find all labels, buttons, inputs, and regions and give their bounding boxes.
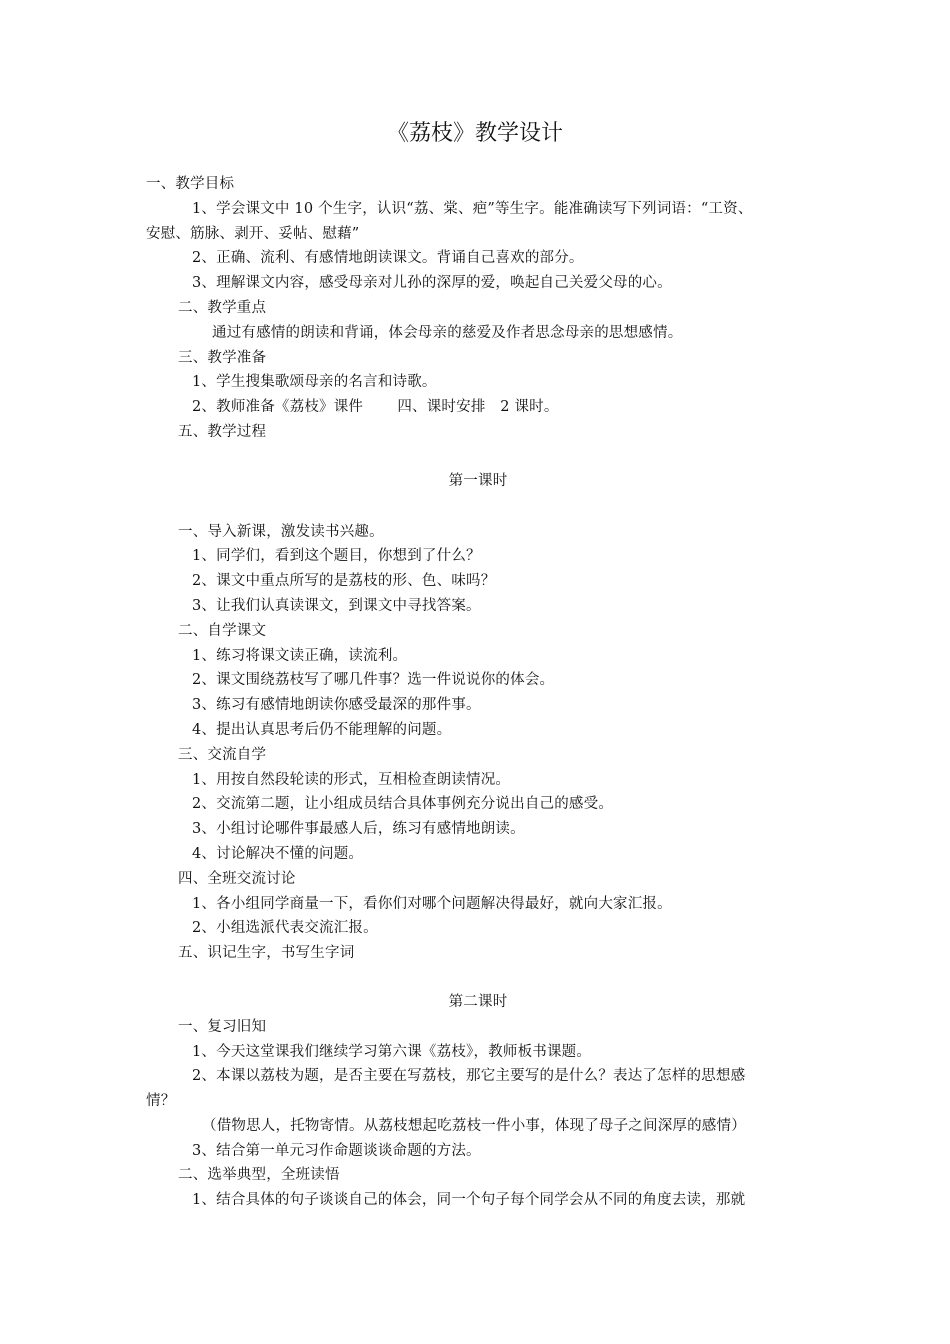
section-heading: 二、选举典型，全班读悟 (178, 1167, 340, 1184)
list-item: 2、课文围绕荔枝写了哪几件事？选一件说说你的体会。 (192, 672, 555, 689)
document-body (146, 172, 810, 1213)
note-text: （借物思人，托物寄情。从荔枝想起吃荔枝一件小事，体现了母子之间深厚的感情） (202, 1117, 746, 1134)
document-title: 《荔枝》教学设计 (386, 121, 563, 146)
list-item: 1、今天这堂课我们继续学习第六课《荔枝》，教师板书课题。 (192, 1043, 592, 1060)
list-item: 2、本课以荔枝为题，是否主要在写荔枝，那它主要写的是什么？表达了怎样的思想感 (192, 1068, 746, 1085)
list-item: 3、小组讨论哪件事最感人后，练习有感情地朗读。 (192, 821, 525, 838)
list-item: 2、课文中重点所写的是荔枝的形、色、味吗？ (192, 573, 496, 590)
list-item: 1、学生搜集歌颂母亲的名言和诗歌。 (192, 374, 437, 391)
section-heading: 一、教学目标 (146, 176, 235, 192)
list-item: 1、练习将课文读正确，读流利。 (192, 647, 408, 664)
paragraph: 1、学会课文中 10 个生字，认识“荔、棠、疤”等生字。能准确读写下列词语：“工资、 (192, 200, 753, 217)
list-item: 4、讨论解决不懂的问题。 (192, 845, 364, 862)
paragraph: 2、正确、流利、有感情地朗读课文。背诵自己喜欢的部分。 (192, 250, 584, 267)
list-item: 2、教师准备《荔枝》课件 四、课时安排 2 课时。 (192, 399, 559, 416)
list-item: 1、结合具体的句子谈谈自己的体会，同一个句子每个同学会从不同的角度去读，那就 (192, 1192, 746, 1209)
list-item: 1、各小组同学商量一下，看你们对哪个问题解决得最好，就向大家汇报。 (192, 895, 672, 912)
list-item: 3、练习有感情地朗读你感受最深的那件事。 (192, 697, 481, 714)
section-heading: 三、教学准备 (178, 349, 267, 366)
list-item: 1、同学们，看到这个题目，你想到了什么？ (192, 548, 481, 565)
list-item: 1、用按自然段轮读的形式，互相检查朗读情况。 (192, 771, 511, 788)
paragraph-continuation: 安慰、筋脉、剥开、妥帖、慰藉” (146, 225, 360, 242)
section-heading: 一、导入新课，激发读书兴趣。 (178, 523, 384, 540)
lesson-heading: 第一课时 (448, 472, 508, 489)
section-heading: 五、教学过程 (178, 423, 267, 440)
section-heading: 一、复习旧知 (178, 1018, 267, 1035)
paragraph: 通过有感情的朗读和背诵，体会母亲的慈爱及作者思念母亲的思想感情。 (212, 324, 683, 341)
paragraph: 3、理解课文内容，感受母亲对儿孙的深厚的爱，唤起自己关爱父母的心。 (192, 275, 672, 292)
list-item: 3、结合第一单元习作命题谈谈命题的方法。 (192, 1142, 481, 1159)
section-heading: 二、自学课文 (178, 622, 267, 639)
list-item: 2、交流第二题，让小组成员结合具体事例充分说出自己的感受。 (192, 796, 614, 813)
list-item: 4、提出认真思考后仍不能理解的问题。 (192, 721, 452, 738)
section-heading: 二、教学重点 (178, 299, 267, 316)
list-item: 3、让我们认真读课文，到课文中寻找答案。 (192, 597, 481, 614)
section-heading: 三、交流自学 (178, 746, 267, 763)
list-item-continuation: 情？ (146, 1093, 176, 1110)
list-item: 2、小组选派代表交流汇报。 (192, 920, 378, 937)
section-heading: 四、全班交流讨论 (178, 870, 296, 887)
lesson-heading: 第二课时 (448, 993, 508, 1010)
section-heading: 五、识记生字，书写生字词 (178, 945, 355, 962)
